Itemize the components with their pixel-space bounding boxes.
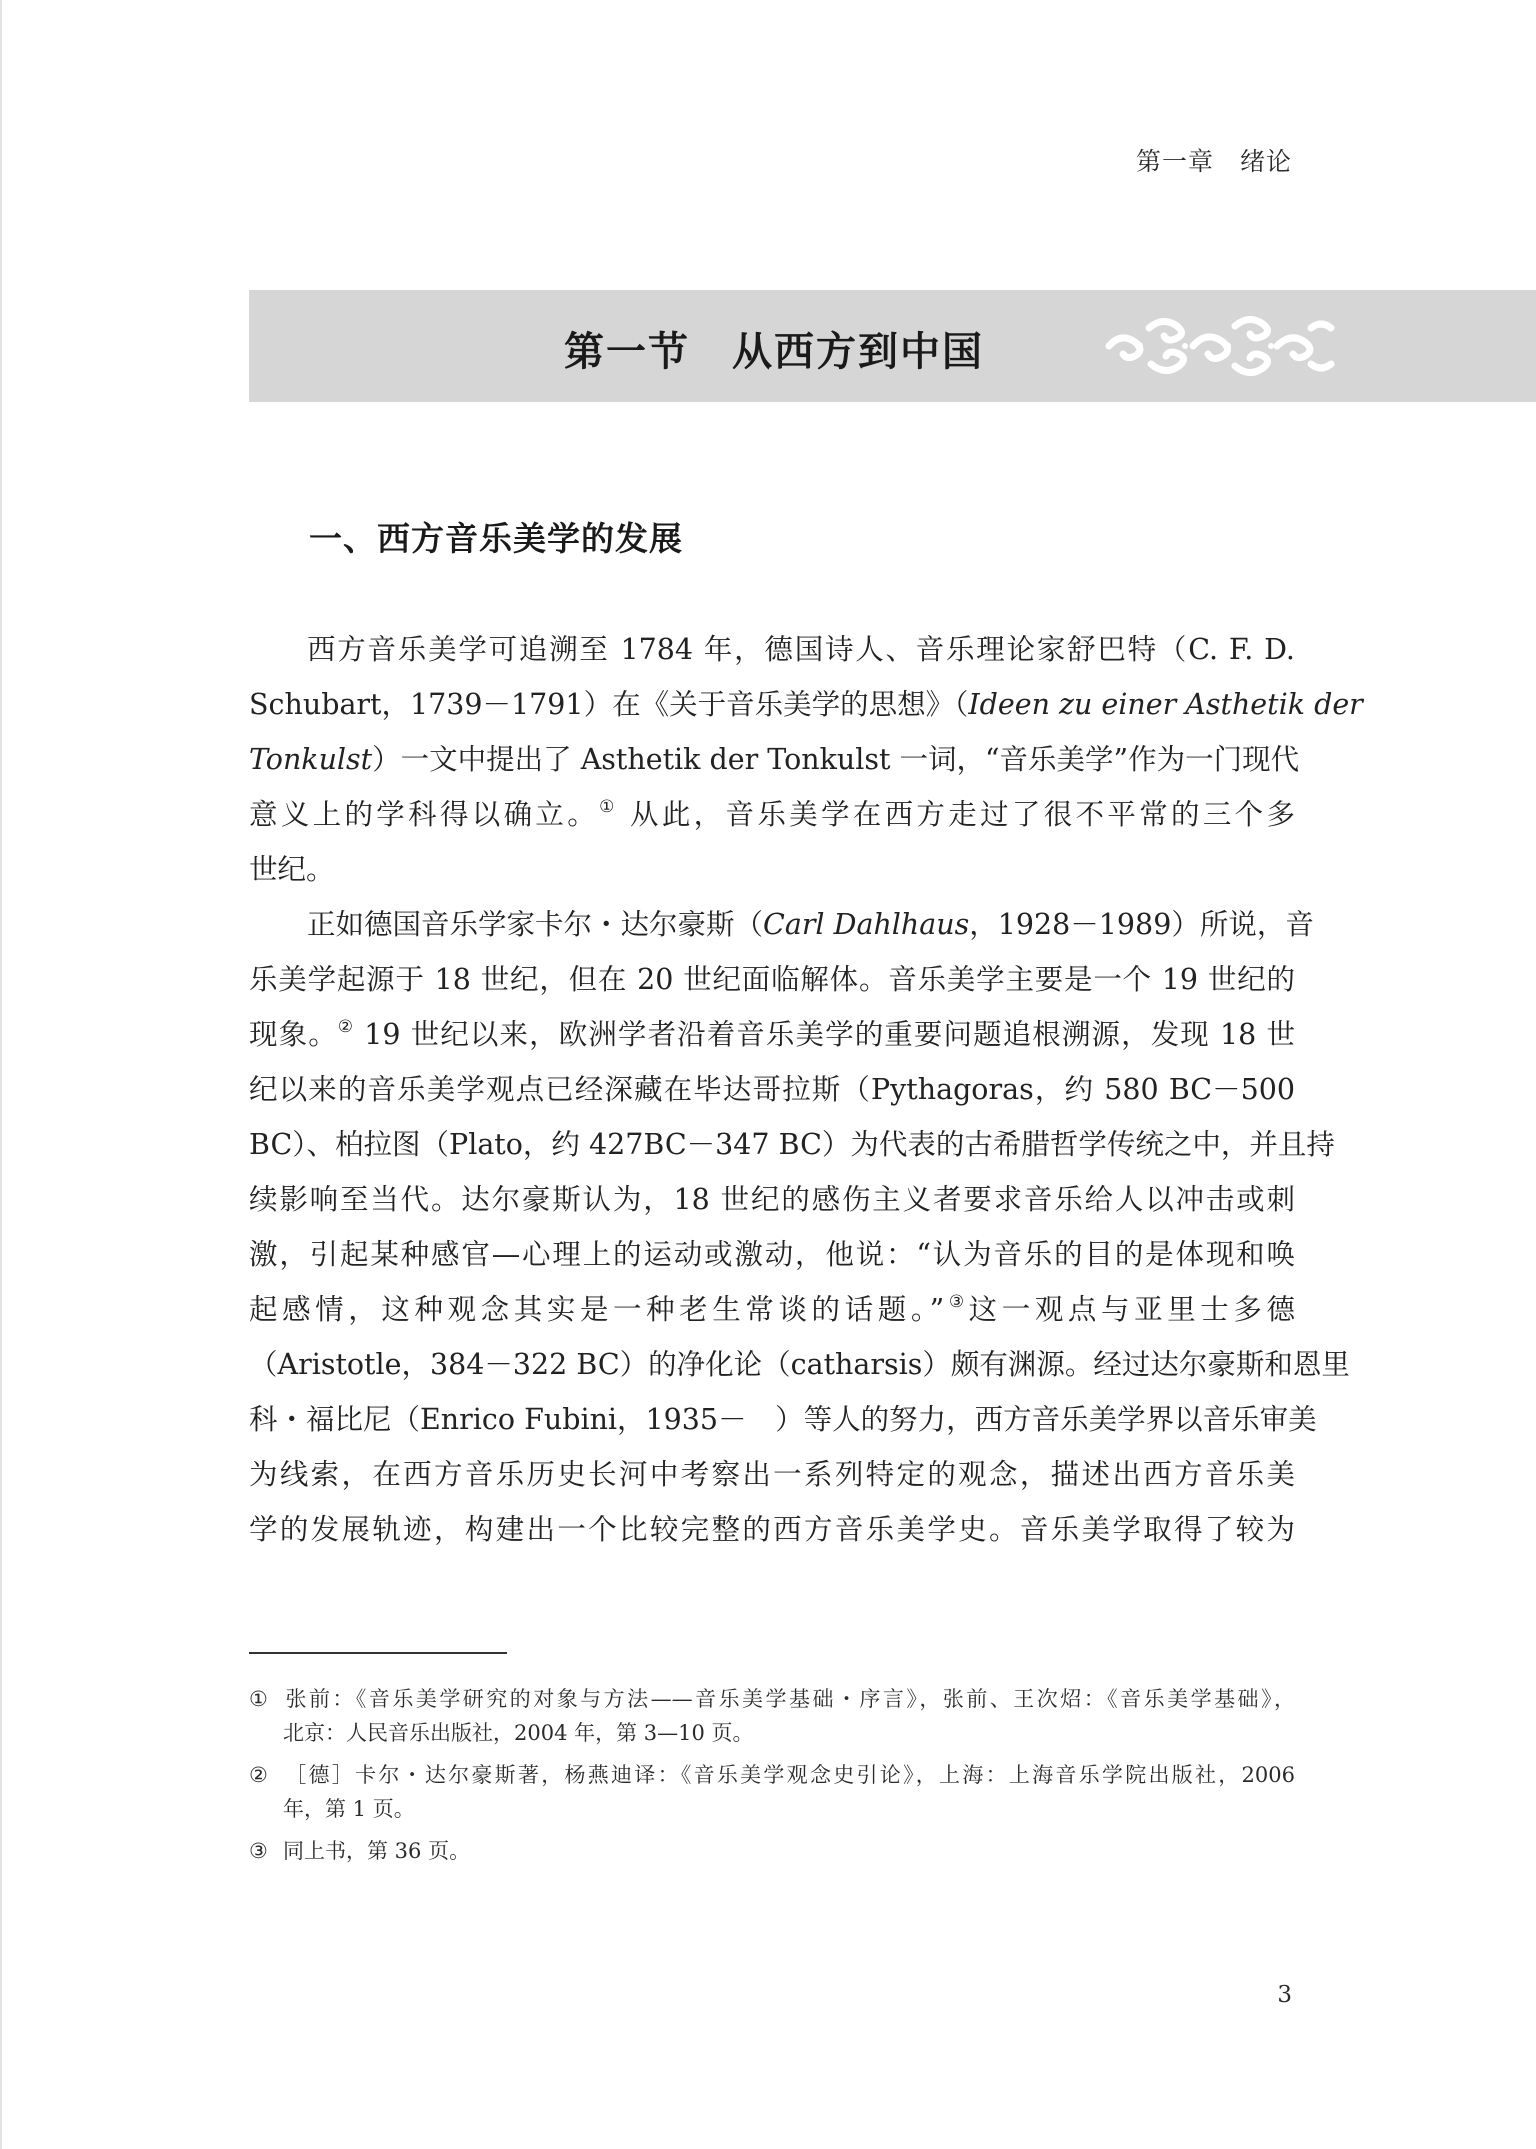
paragraph-2-line-9: （Aristotle，384－322 BC）的净化论（catharsis）颇有渊源。经过达尔豪斯和恩里 (249, 1348, 1350, 1381)
paragraph-2-line-6: 续影响至当代。达尔豪斯认为，18 世纪的感伤主义者要求音乐给人以冲击或刺 (249, 1183, 1295, 1216)
paragraph-2-line-2: 乐美学起源于 18 世纪，但在 20 世纪面临解体。音乐美学主要是一个 19 世纪的 (249, 963, 1295, 996)
italic-title: Ideen zu einer Asthetik der (968, 688, 1363, 721)
footnote-text: 张前：《音乐美学研究的对象与方法——音乐美学基础・序言》，张前、王次炤：《音乐美学基础》， (283, 1687, 1295, 1711)
text-span: 意义上的学科得以确立。 (249, 798, 600, 831)
text-span: ）一文中提出了 Asthetik der Tonkulst 一词，“音乐美学”作为一门现代 (372, 743, 1300, 776)
footnote-number: ① (249, 1687, 268, 1711)
text-span: 这一观点与亚里士多德 (968, 1293, 1295, 1326)
italic-title: Tonkulst (249, 743, 373, 776)
text-span: ，1928－1989）所说，音 (969, 908, 1314, 941)
paragraph-1-line-4 (249, 787, 1295, 842)
text-span: 起感情，这种观念其实是一种老生常谈的话题。” (249, 1293, 945, 1326)
footnote-marker-2[interactable]: ② (337, 1017, 355, 1037)
text-span: 从此，音乐美学在西方走过了很不平常的三个多 (617, 798, 1295, 831)
paragraph-2-line-7: 激，引起某种感官—心理上的运动或激动，他说：“认为音乐的目的是体现和唤 (249, 1238, 1295, 1271)
section-banner (249, 290, 1536, 402)
footnote-divider (249, 1652, 507, 1654)
footnote-1-line-1 (249, 1682, 1295, 1716)
text-span: 正如德国音乐学家卡尔・达尔豪斯（ (307, 908, 764, 941)
text-span: 现象。 (249, 1018, 338, 1051)
text-span: 19 世纪以来，欧洲学者沿着音乐美学的重要问题追根溯源，发现 18 世 (354, 1018, 1295, 1051)
paragraph-1-line-2 (249, 677, 1363, 732)
paragraph-1-line-3 (249, 732, 1300, 787)
footnotes (249, 1682, 1295, 1868)
paragraph-2-line-12: 学的发展轨迹，构建出一个比较完整的西方音乐美学史。音乐美学取得了较为 (249, 1513, 1295, 1546)
cloud-scroll-ornament-icon (1089, 306, 1339, 386)
running-header: 第一章 绪论 (1135, 147, 1292, 176)
footnote-text: ［德］卡尔・达尔豪斯著，杨燕迪译：《音乐美学观念史引论》，上海：上海音乐学院出版社，2006 (283, 1763, 1295, 1787)
footnote-number: ③ (249, 1839, 268, 1863)
paragraph-2-line-5: BC）、柏拉图（Plato，约 427BC－347 BC）为代表的古希腊哲学传统之中，并且持 (249, 1128, 1335, 1161)
footnote-marker-1[interactable]: ① (599, 797, 618, 817)
footnote-text: 同上书，第 36 页。 (283, 1839, 471, 1863)
paragraph-2-line-4: 纪以来的音乐美学观点已经深藏在毕达哥拉斯（Pythagoras，约 580 BC－500 (249, 1073, 1295, 1106)
paragraph-2-line-8 (249, 1282, 1295, 1337)
paragraph-2-line-10: 科・福比尼（Enrico Fubini，1935－ ）等人的努力，西方音乐美学界以音乐审美 (249, 1403, 1317, 1436)
paragraph-1-line-1: 西方音乐美学可追溯至 1784 年，德国诗人、音乐理论家舒巴特（C. F. D. (307, 633, 1295, 666)
footnote-2-line-2: 年，第 1 页。 (283, 1797, 415, 1821)
body-text (249, 622, 1363, 1557)
paragraph-2-line-11: 为线索，在西方音乐历史长河中考察出一系列特定的观念，描述出西方音乐美 (249, 1458, 1295, 1491)
subsection-heading: 一、西方音乐美学的发展 (309, 519, 683, 558)
footnote-3-line-1 (249, 1834, 1295, 1868)
section-title: 第一节 从西方到中国 (564, 328, 984, 375)
footnote-2-line-1 (249, 1758, 1295, 1792)
paragraph-2-line-1 (249, 897, 1314, 952)
italic-name: Carl Dahlhaus (763, 908, 970, 941)
footnote-number: ② (249, 1763, 268, 1787)
footnote-1-line-2: 北京：人民音乐出版社，2004 年，第 3—10 页。 (283, 1721, 754, 1745)
page-number: 3 (1277, 1982, 1292, 2008)
paragraph-1-line-5: 世纪。 (249, 853, 335, 886)
text-span: Schubart，1739－1791）在《关于音乐美学的思想》（ (249, 688, 969, 721)
footnote-marker-3[interactable]: ③ (944, 1292, 969, 1312)
paragraph-2-line-3 (249, 1007, 1295, 1062)
